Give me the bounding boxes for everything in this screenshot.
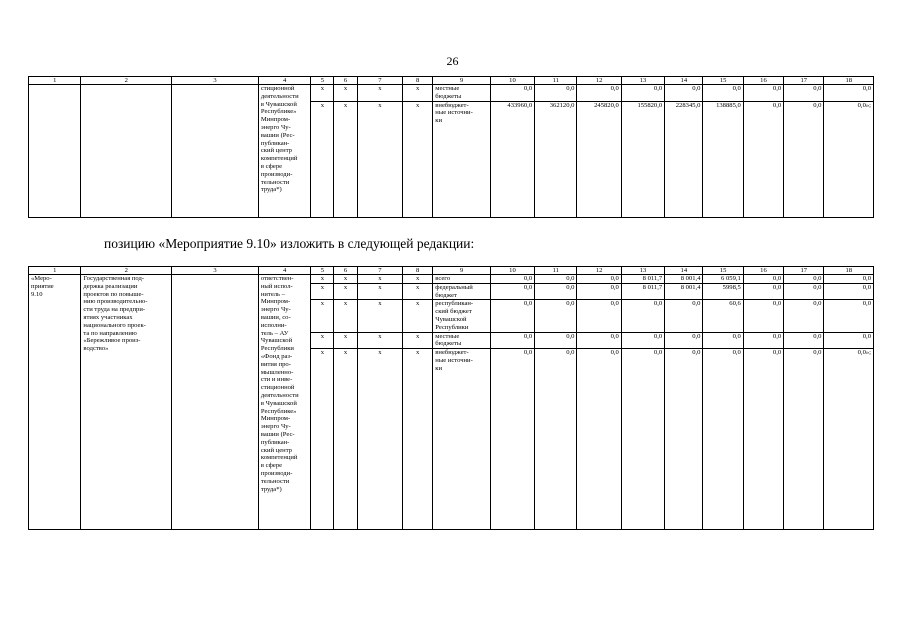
text-line: тель – АУ: [260, 329, 289, 337]
event-code-cell: [29, 85, 81, 218]
executor-cell: [258, 275, 310, 530]
column-number: 13: [621, 267, 664, 275]
code-cell: x: [311, 332, 334, 349]
text-line: сти труда на предпри-: [83, 306, 146, 314]
text-line: Чувашской: [435, 315, 467, 323]
text-line: вашии (Рес-: [260, 131, 295, 139]
text-line: местные: [435, 85, 460, 92]
code-cell: x: [311, 349, 334, 530]
value-cell: 0,0: [824, 85, 874, 102]
value-cell: 0,0: [784, 300, 824, 332]
value-cell: 0,0»;: [824, 349, 874, 530]
text-line: проектов по повыше-: [83, 290, 144, 298]
value-cell: 0,0: [535, 275, 577, 284]
value-cell: 245820,0: [577, 101, 621, 217]
text-line: стиционной: [260, 384, 295, 392]
text-line: Минпром-: [260, 298, 291, 306]
text-line: сти и инве-: [260, 376, 293, 384]
text-line: ные источни-: [435, 356, 473, 364]
column-number: 5: [311, 267, 334, 275]
text-line: вашии (Рес-: [260, 430, 295, 438]
value-cell: 0,0: [784, 332, 824, 349]
value-cell: 0,0: [665, 349, 703, 530]
code-cell: x: [334, 349, 357, 530]
text-line: тельности: [260, 178, 290, 186]
value-cell: 0,0: [490, 275, 534, 284]
table-row: [29, 275, 874, 284]
value-cell: 0,0: [784, 349, 824, 530]
column-number: 13: [621, 77, 664, 85]
code-cell: x: [357, 85, 402, 102]
code-cell: x: [334, 283, 357, 300]
value-cell: 0,0»;: [824, 101, 874, 217]
code-cell: x: [403, 85, 433, 102]
text-line: ский центр: [260, 147, 292, 155]
column-number: 17: [784, 77, 824, 85]
column-number: 16: [743, 267, 783, 275]
text-line: производи-: [260, 170, 293, 178]
text-line: труда*): [260, 485, 282, 493]
value-cell: 0,0: [577, 85, 621, 102]
column-number: 7: [357, 77, 402, 85]
column-number: 14: [665, 77, 703, 85]
value-cell: 0,0: [490, 332, 534, 349]
value-cell: 60,6: [703, 300, 743, 332]
table-row: [29, 85, 874, 102]
value-cell: 155820,0: [621, 101, 664, 217]
value-cell: 0,0: [743, 85, 783, 102]
value-cell: 433960,0: [490, 101, 534, 217]
value-cell: 0,0: [621, 332, 664, 349]
column-number: 7: [357, 267, 402, 275]
value-cell: 0,0: [703, 85, 743, 102]
text-line: компетенций: [260, 454, 298, 462]
text-line: публикан-: [260, 438, 290, 446]
column-number-row: [29, 267, 874, 275]
goal-cell: [172, 275, 259, 530]
value-cell: 0,0: [577, 275, 621, 284]
text-line: та по направлению: [83, 329, 137, 337]
column-number: 11: [535, 267, 577, 275]
value-cell: 0,0: [490, 300, 534, 332]
event-name-cell: [81, 85, 172, 218]
value-cell: 0,0: [621, 349, 664, 530]
text-line: всего: [435, 275, 451, 282]
column-number: 2: [81, 77, 172, 85]
column-number: 3: [172, 267, 259, 275]
value-cell: 0,0: [824, 332, 874, 349]
funding-source-cell: [433, 101, 490, 217]
value-cell: 6 059,1: [703, 275, 743, 284]
text-line: энерго Чу-: [260, 306, 291, 314]
code-cell: x: [311, 275, 334, 284]
text-line: приятие: [31, 282, 54, 290]
value-cell: 0,0: [535, 283, 577, 300]
value-cell: 0,0: [577, 300, 621, 332]
code-cell: x: [357, 332, 402, 349]
code-cell: x: [311, 283, 334, 300]
code-cell: x: [334, 275, 357, 284]
text-line: труда*): [260, 186, 282, 194]
value-cell: 138885,0: [703, 101, 743, 217]
code-cell: x: [403, 300, 433, 332]
column-number: 2: [81, 267, 172, 275]
code-cell: x: [357, 275, 402, 284]
value-cell: 0,0: [824, 283, 874, 300]
goal-cell: [172, 85, 259, 218]
value-cell: 362120,0: [535, 101, 577, 217]
column-number: 16: [743, 77, 783, 85]
value-cell: 8 001,4: [665, 283, 703, 300]
value-cell: 0,0: [577, 283, 621, 300]
value-cell: 0,0: [535, 332, 577, 349]
text-line: деятельности: [260, 92, 299, 100]
page-number: 26: [446, 54, 459, 68]
column-number: 3: [172, 77, 259, 85]
text-line: бюджеты: [435, 340, 462, 348]
value-cell: 0,0: [490, 85, 534, 102]
value-cell: 0,0: [535, 300, 577, 332]
text-line: Минпром-: [260, 116, 291, 124]
text-line: мышленно-: [260, 368, 294, 376]
column-number: 12: [577, 267, 621, 275]
value-cell: 0,0: [703, 332, 743, 349]
text-line: ский бюджет: [435, 308, 472, 316]
value-cell: 0,0: [577, 332, 621, 349]
column-number: 14: [665, 267, 703, 275]
text-line: Чувашской: [260, 337, 293, 345]
funding-source-cell: [433, 85, 490, 102]
code-cell: x: [357, 349, 402, 530]
column-number: 12: [577, 77, 621, 85]
column-number: 8: [403, 267, 433, 275]
column-number: 1: [29, 77, 81, 85]
code-cell: x: [403, 275, 433, 284]
code-cell: x: [357, 283, 402, 300]
column-number: 10: [490, 77, 534, 85]
text-line: тельности: [260, 477, 290, 485]
event-code-cell: [29, 275, 81, 530]
code-cell: x: [334, 85, 357, 102]
text-line: бюджет: [435, 291, 457, 299]
code-cell: x: [357, 101, 402, 217]
column-number: 4: [258, 267, 310, 275]
column-number: 6: [334, 267, 357, 275]
column-number: 15: [703, 77, 743, 85]
text-line: внебюджет-: [435, 101, 469, 109]
text-line: в Чувашской: [260, 399, 297, 407]
column-number: 15: [703, 267, 743, 275]
value-cell: 0,0: [665, 85, 703, 102]
text-line: республикан-: [435, 300, 474, 308]
value-cell: 0,0: [621, 300, 664, 332]
text-line: внебюджет-: [435, 349, 469, 357]
value-cell: 8 011,7: [621, 283, 664, 300]
code-cell: x: [311, 85, 334, 102]
value-cell: 5998,5: [703, 283, 743, 300]
value-cell: 0,0: [490, 349, 534, 530]
value-cell: 0,0: [743, 101, 783, 217]
text-line: ный испол-: [260, 282, 293, 290]
code-cell: x: [311, 300, 334, 332]
funding-source-cell: [433, 349, 490, 530]
value-cell: 0,0: [535, 85, 577, 102]
value-cell: 0,0: [824, 300, 874, 332]
text-line: водство»: [83, 345, 109, 353]
value-cell: 0,0: [784, 85, 824, 102]
value-cell: 0,0: [784, 275, 824, 284]
value-cell: 8 011,7: [621, 275, 664, 284]
event-name-cell: [81, 275, 172, 530]
text-line: ский центр: [260, 446, 292, 454]
value-cell: 0,0: [784, 283, 824, 300]
column-number: 6: [334, 77, 357, 85]
text-line: Республике»: [260, 407, 297, 415]
column-number: 5: [311, 77, 334, 85]
value-cell: 0,0: [490, 283, 534, 300]
text-line: бюджеты: [435, 92, 462, 100]
value-cell: 228345,0: [665, 101, 703, 217]
value-cell: 0,0: [665, 300, 703, 332]
text-line: федеральный: [435, 283, 473, 291]
value-cell: 0,0: [743, 283, 783, 300]
code-cell: x: [334, 332, 357, 349]
column-number: 9: [433, 267, 490, 275]
text-line: ятиях участниках: [83, 313, 133, 321]
funding-source-cell: [433, 283, 490, 300]
funding-source-cell: [433, 275, 490, 284]
text-line: «Фонд раз-: [260, 352, 293, 360]
text-line: местные: [435, 332, 460, 340]
column-number: 9: [433, 77, 490, 85]
text-line: «Бережливое произ-: [83, 337, 141, 345]
code-cell: x: [334, 300, 357, 332]
text-line: производи-: [260, 469, 293, 477]
budget-table-event-9-10: [28, 266, 874, 530]
column-number: 11: [535, 77, 577, 85]
text-line: национального проек-: [83, 321, 146, 329]
value-cell: 0,0: [743, 349, 783, 530]
text-line: вашии, со-: [260, 313, 291, 321]
text-line: в сфере: [260, 462, 283, 470]
value-cell: 0,0: [824, 275, 874, 284]
column-number: 4: [258, 77, 310, 85]
text-line: Минпром-: [260, 415, 291, 423]
code-cell: x: [403, 349, 433, 530]
column-number: 1: [29, 267, 81, 275]
text-line: нию производительно-: [83, 298, 148, 306]
text-line: Республике»: [260, 108, 297, 116]
value-cell: 0,0: [665, 332, 703, 349]
text-line: энерго Чу-: [260, 423, 291, 431]
value-cell: 0,0: [577, 349, 621, 530]
code-cell: x: [403, 101, 433, 217]
funding-source-cell: [433, 332, 490, 349]
text-line: деятельности: [260, 391, 299, 399]
text-line: ответствен-: [260, 275, 294, 282]
text-line: ные источни-: [435, 109, 473, 117]
text-line: нитель –: [260, 290, 285, 298]
code-cell: x: [357, 300, 402, 332]
column-number: 10: [490, 267, 534, 275]
code-cell: x: [311, 101, 334, 217]
code-cell: x: [403, 332, 433, 349]
text-line: исполни-: [260, 321, 287, 329]
text-line: в Чувашской: [260, 100, 297, 108]
text-line: публикан-: [260, 139, 290, 147]
column-number: 18: [824, 267, 874, 275]
executor-cell: [258, 85, 310, 218]
column-number: 18: [824, 77, 874, 85]
text-line: в сфере: [260, 162, 283, 170]
column-number: 17: [784, 267, 824, 275]
text-line: стиционной: [260, 85, 295, 92]
column-number-row: [29, 77, 874, 85]
value-cell: 0,0: [703, 349, 743, 530]
text-line: энерго Чу-: [260, 123, 291, 131]
text-line: ки: [435, 117, 443, 125]
code-cell: x: [334, 101, 357, 217]
value-cell: 0,0: [535, 349, 577, 530]
code-cell: x: [403, 283, 433, 300]
amendment-instruction: позицию «Мероприятие 9.10» изложить в следующей редакции:: [104, 236, 475, 251]
text-line: 9.10: [31, 290, 43, 298]
value-cell: 0,0: [621, 85, 664, 102]
text-line: держка реализации: [83, 282, 138, 290]
text-line: Республики: [260, 345, 294, 353]
text-line: «Меро-: [31, 275, 52, 282]
value-cell: 0,0: [784, 101, 824, 217]
text-line: Республики: [435, 323, 469, 331]
text-line: компетенций: [260, 155, 298, 163]
value-cell: 8 001,4: [665, 275, 703, 284]
text-line: вития про-: [260, 360, 291, 368]
value-cell: 0,0: [743, 300, 783, 332]
budget-table-continuation: [28, 76, 874, 218]
text-line: Государственная под-: [83, 275, 145, 282]
value-cell: 0,0: [743, 332, 783, 349]
column-number: 8: [403, 77, 433, 85]
text-line: ки: [435, 364, 443, 372]
value-cell: 0,0: [743, 275, 783, 284]
funding-source-cell: [433, 300, 490, 332]
